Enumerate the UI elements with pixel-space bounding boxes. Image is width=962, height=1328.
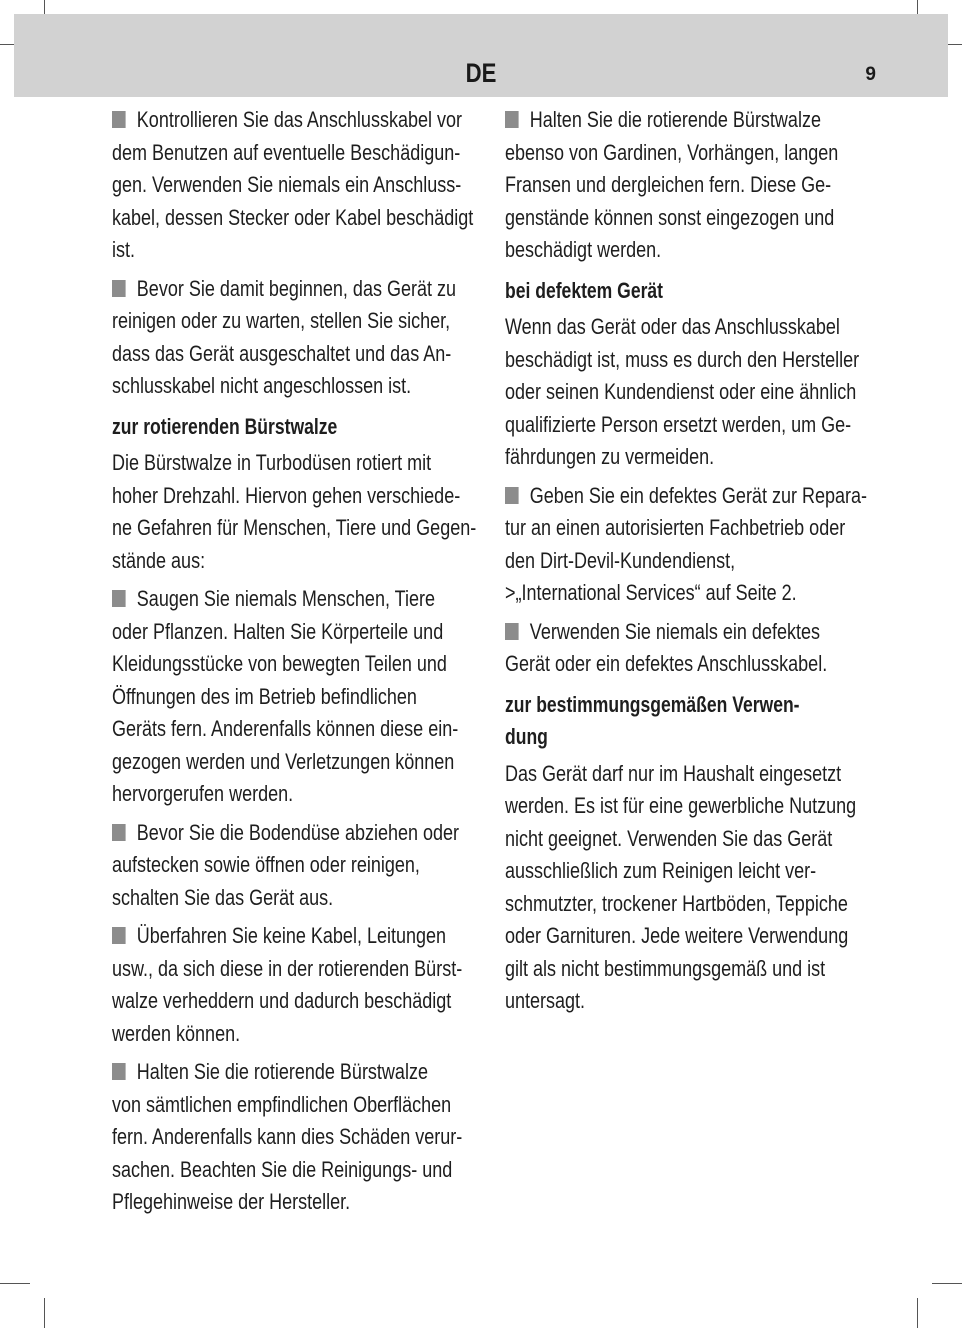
line-text: beschädigt ist, muss es durch den Hersteller xyxy=(505,346,860,372)
bullet-paragraph xyxy=(505,480,877,610)
line-text: zur rotierenden Bürstwalze xyxy=(112,413,338,439)
section-heading xyxy=(112,411,484,444)
line-text: schlusskabel nicht angeschlossen ist. xyxy=(112,373,412,398)
text-line xyxy=(112,104,462,137)
line-text: gezogen werden und Verletzungen können xyxy=(112,748,455,774)
bullet-paragraph xyxy=(112,1056,484,1219)
line-text: dung xyxy=(505,724,548,749)
line-text: Kontrollieren Sie das Anschlusskabel vor xyxy=(136,107,462,132)
page-number: 9 xyxy=(865,64,876,85)
text-line xyxy=(505,577,803,610)
line-text: werden. Es ist für eine gewerbliche Nutzung xyxy=(505,793,857,818)
text-line xyxy=(112,583,435,616)
text-line xyxy=(112,447,432,480)
bullet-square-icon xyxy=(505,487,519,504)
text-line xyxy=(112,1089,452,1122)
line-text: Gerät oder ein defektes Anschlusskabel. xyxy=(505,651,828,676)
text-line xyxy=(112,953,463,986)
text-line xyxy=(505,480,867,513)
text-line xyxy=(112,202,474,235)
line-text: tur an einen autorisierten Fachbetrieb oder xyxy=(505,515,846,540)
line-text: gilt als nicht bestimmungsgemäß und ist xyxy=(505,955,826,981)
section-heading xyxy=(505,689,877,754)
text-line xyxy=(505,344,860,377)
text-paragraph xyxy=(505,758,877,1018)
text-line xyxy=(505,823,833,856)
text-line xyxy=(112,305,451,338)
text-line xyxy=(505,758,842,791)
line-text: Saugen Sie niemals Menschen, Tiere xyxy=(136,586,435,611)
text-line xyxy=(112,882,410,915)
text-line xyxy=(112,1018,410,1051)
line-text: Halten Sie die rotierende Bürstwalze xyxy=(136,1059,428,1084)
line-text: Kleidungsstücke von bewegten Teilen und xyxy=(112,651,447,676)
line-text: Öffnungen des im Betrieb befindlichen xyxy=(112,683,417,709)
bullet-square-icon xyxy=(112,590,126,607)
line-text: aufstecken sowie öffnen oder reinigen, xyxy=(112,852,420,877)
text-line xyxy=(112,1186,410,1219)
line-text: hoher Drehzahl. Hiervon gehen verschiede- xyxy=(112,482,461,508)
line-text: schmutzter, trockener Hartböden, Teppiche xyxy=(505,890,848,916)
text-line xyxy=(112,817,460,850)
line-text: Geräts fern. Anderenfalls können diese ein- xyxy=(112,716,459,741)
text-line xyxy=(112,681,417,714)
bullet-square-icon xyxy=(505,111,519,128)
text-line xyxy=(112,1056,428,1089)
text-line xyxy=(112,778,410,811)
line-text: dass das Gerät ausgeschaltet und das An- xyxy=(112,340,452,366)
line-text: Die Bürstwalze in Turbodüsen rotiert mit xyxy=(112,450,432,475)
crop-mark xyxy=(44,1298,45,1328)
line-text: werden können. xyxy=(112,1020,241,1046)
right-column xyxy=(505,104,877,1024)
line-text: zur bestimmungsgemäßen Verwen- xyxy=(505,691,800,717)
line-text: fern. Anderenfalls kann dies Schäden verur- xyxy=(112,1124,463,1149)
line-text: kabel, dessen Stecker oder Kabel beschädigt xyxy=(112,204,474,230)
text-line xyxy=(505,441,803,474)
line-text: oder Garnituren. Jede weitere Verwendung xyxy=(505,923,849,948)
line-text: oder Pflanzen. Halten Sie Körperteile und xyxy=(112,618,444,644)
line-text: walze verheddern und dadurch beschädigt xyxy=(112,988,452,1013)
text-line xyxy=(505,888,848,921)
line-text: Geben Sie ein defektes Gerät zur Repara- xyxy=(529,482,867,508)
bullet-paragraph xyxy=(505,616,877,681)
text-paragraph xyxy=(112,447,484,577)
line-text: nicht geeignet. Verwenden Sie das Gerät xyxy=(505,825,833,851)
text-line xyxy=(505,790,857,823)
line-text: schalten Sie das Gerät aus. xyxy=(112,884,334,910)
crop-mark xyxy=(0,1283,30,1284)
text-line xyxy=(505,275,795,308)
text-line xyxy=(112,273,456,306)
line-text: den Dirt-Devil-Kundendienst, xyxy=(505,547,736,573)
text-line xyxy=(112,169,462,202)
line-text: reinigen oder zu warten, stellen Sie sicher, xyxy=(112,308,451,333)
line-text: ebenso von Gardinen, Vorhängen, langen xyxy=(505,139,839,165)
line-text: Fransen und dergleichen fern. Diese Ge- xyxy=(505,172,832,197)
page-header xyxy=(14,14,948,97)
line-text: >„International Services“ auf Seite 2. xyxy=(505,580,797,605)
bullet-square-icon xyxy=(112,1063,126,1080)
line-text: sachen. Beachten Sie die Reinigungs- und xyxy=(112,1156,453,1182)
line-text: Halten Sie die rotierende Bürstwalze xyxy=(529,107,821,132)
line-text: Bevor Sie damit beginnen, das Gerät zu xyxy=(136,275,456,301)
text-line xyxy=(112,616,444,649)
text-line xyxy=(505,202,835,235)
line-text: hervorgerufen werden. xyxy=(112,781,294,806)
bullet-paragraph xyxy=(112,817,484,915)
left-column xyxy=(112,104,484,1225)
section-heading xyxy=(505,275,877,308)
line-text: Verwenden Sie niemals ein defektes xyxy=(529,618,820,644)
line-text: usw., da sich diese in der rotierenden Bürst- xyxy=(112,955,463,981)
line-text: Wenn das Gerät oder das Anschlusskabel xyxy=(505,314,840,339)
text-line xyxy=(505,953,826,986)
text-line xyxy=(112,512,477,545)
bullet-square-icon xyxy=(505,623,519,640)
text-line xyxy=(112,480,461,513)
text-line xyxy=(505,512,846,545)
text-line xyxy=(112,234,410,267)
text-line xyxy=(505,721,795,754)
text-line xyxy=(112,985,452,1018)
line-text: qualifizierte Person ersetzt werden, um Ge- xyxy=(505,411,852,437)
text-line xyxy=(505,169,832,202)
text-line xyxy=(112,1154,453,1187)
text-line xyxy=(112,137,461,170)
crop-mark xyxy=(932,1283,962,1284)
text-line xyxy=(112,1121,463,1154)
line-text: von sämtlichen empfindlichen Oberflächen xyxy=(112,1091,452,1117)
text-line xyxy=(112,411,402,444)
bullet-square-icon xyxy=(112,111,126,128)
text-line xyxy=(505,545,803,578)
text-line xyxy=(112,370,410,403)
line-text: genstände können sonst eingezogen und xyxy=(505,204,835,230)
line-text: dem Benutzen auf eventuelle Beschädigun- xyxy=(112,139,461,165)
text-line xyxy=(505,920,849,953)
text-line xyxy=(505,311,840,344)
crop-mark xyxy=(917,1298,918,1328)
line-text: beschädigt werden. xyxy=(505,237,662,262)
text-line xyxy=(505,409,852,442)
text-line xyxy=(112,849,420,882)
line-text: ne Gefahren für Menschen, Tiere und Gegen- xyxy=(112,515,477,540)
line-text: Das Gerät darf nur im Haushalt eingesetzt xyxy=(505,760,842,786)
line-text: oder seinen Kundendienst oder eine ähnlich xyxy=(505,379,857,404)
text-paragraph xyxy=(505,311,877,474)
text-line xyxy=(505,104,821,137)
line-text: Bevor Sie die Bodendüse abziehen oder xyxy=(136,819,460,845)
bullet-paragraph xyxy=(112,273,484,403)
line-text: Überfahren Sie keine Kabel, Leitungen xyxy=(136,923,447,948)
bullet-paragraph xyxy=(112,920,484,1050)
text-line xyxy=(505,376,857,409)
language-label: DE xyxy=(465,58,497,88)
text-line xyxy=(112,920,447,953)
text-line xyxy=(505,985,803,1018)
line-text: untersagt. xyxy=(505,988,586,1013)
text-line xyxy=(505,616,820,649)
line-text: gen. Verwenden Sie niemals ein Anschluss- xyxy=(112,172,462,197)
text-line xyxy=(112,338,452,371)
text-line xyxy=(505,648,828,681)
bullet-square-icon xyxy=(112,824,126,841)
text-line xyxy=(112,545,410,578)
line-text: bei defektem Gerät xyxy=(505,277,664,303)
line-text: fährdungen zu vermeiden. xyxy=(505,444,715,469)
bullet-paragraph xyxy=(112,583,484,811)
line-text: stände aus: xyxy=(112,547,206,573)
bullet-square-icon xyxy=(112,280,126,297)
bullet-paragraph xyxy=(112,104,484,267)
text-line xyxy=(505,137,839,170)
bullet-square-icon xyxy=(112,927,126,944)
line-text: Pflegehinweise der Hersteller. xyxy=(112,1189,351,1214)
line-text: ausschließlich zum Reinigen leicht ver- xyxy=(505,858,817,883)
text-line xyxy=(112,746,455,779)
line-text: ist. xyxy=(112,237,136,262)
text-line xyxy=(505,855,817,888)
text-line xyxy=(505,234,803,267)
bullet-paragraph xyxy=(505,104,877,267)
text-line xyxy=(112,713,459,746)
text-line xyxy=(112,648,447,681)
text-line xyxy=(505,689,800,722)
